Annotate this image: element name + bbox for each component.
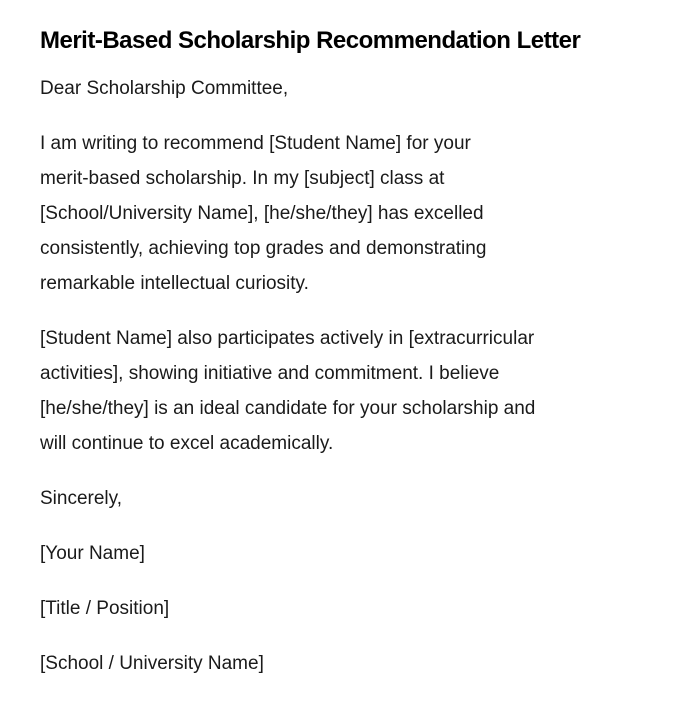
paragraph-line: I am writing to recommend [Student Name] for your xyxy=(40,133,471,154)
paragraph-recommendation xyxy=(40,126,660,301)
paragraph-line: [he/she/they] is an ideal candidate for your scholarship and xyxy=(40,398,536,419)
closing: Sincerely, xyxy=(40,488,123,509)
paragraph-line: [Student Name] also participates actively in [extracurricular xyxy=(40,328,535,349)
paragraph-line: remarkable intellectual curiosity. xyxy=(40,273,309,294)
paragraph-line: activities], showing initiative and commitment. I believe xyxy=(40,363,500,384)
signature-name: [Your Name] xyxy=(40,543,145,564)
paragraph-activities xyxy=(40,321,660,461)
signature-institution: [School / University Name] xyxy=(40,653,264,674)
salutation: Dear Scholarship Committee, xyxy=(40,78,289,99)
paragraph-line: [School/University Name], [he/she/they] has excelled xyxy=(40,203,484,224)
paragraph-line: consistently, achieving top grades and demonstrating xyxy=(40,238,487,259)
letter-title: Merit-Based Scholarship Recommendation Letter xyxy=(40,27,581,54)
paragraph-line: will continue to excel academically. xyxy=(40,433,334,454)
letter-document xyxy=(40,24,660,701)
signature-title: [Title / Position] xyxy=(40,598,170,619)
paragraph-line: merit-based scholarship. In my [subject] class at xyxy=(40,168,445,189)
